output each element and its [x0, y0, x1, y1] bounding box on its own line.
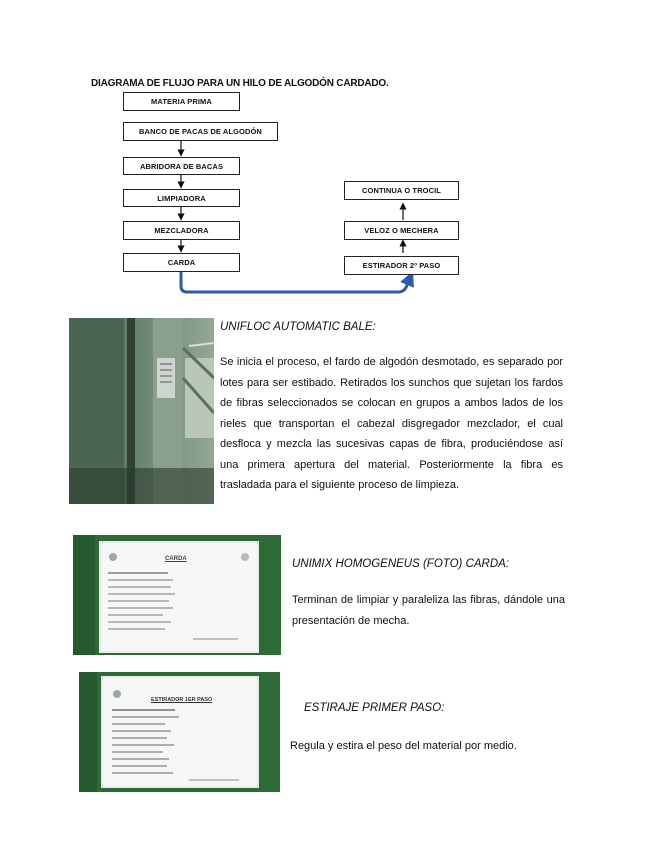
flow-step-carda: CARDA	[123, 253, 240, 272]
section-heading-unifloc: UNIFLOC AUTOMATIC BALE:	[220, 321, 376, 333]
flow-step-veloz-mechera: VELOZ O MECHERA	[344, 221, 459, 240]
photo-carda-sign	[73, 535, 281, 655]
carda-sign-title: CARDA	[165, 556, 187, 562]
flow-step-banco-pacas: BANCO DE PACAS DE ALGODÓN	[123, 122, 278, 141]
section-heading-estiraje: ESTIRAJE PRIMER PASO:	[304, 702, 445, 714]
photo-estirador-sign	[79, 672, 280, 792]
flow-step-estirador-2: ESTIRADOR 2º PASO	[344, 256, 459, 275]
section-text-unimix: Terminan de limpiar y paraleliza las fibras, dándole una presentación de mecha.	[292, 594, 565, 627]
flow-step-abridora: ABRIDORA DE BACAS	[123, 157, 240, 175]
flow-connectors	[0, 0, 655, 300]
flow-step-materia-prima: MATERIA PRIMA	[123, 92, 240, 111]
section-text-estiraje: Regula y estira el peso del material por medio.	[290, 740, 517, 752]
section-heading-unimix: UNIMIX HOMOGENEUS (FOTO) CARDA:	[292, 558, 510, 570]
flow-step-limpiadora: LIMPIADORA	[123, 189, 240, 207]
flow-step-continua-trocil: CONTINUA O TROCIL	[344, 181, 459, 200]
flow-step-mezcladora: MEZCLADORA	[123, 221, 240, 240]
estirador-sign-title: ESTIRADOR 1ER PASO	[151, 697, 213, 703]
photo-unifloc-machine	[69, 318, 214, 504]
section-text-unifloc: Se inicia el proceso, el fardo de algodón desmotado, es separado por lotes para ser estibado. Retirados los sunchos que sujetan los fardos de fibras seleccionados se colocan en grupos a ambos lados de los rieles que transportan el cabezal disgregador mezclador, el cual desfloca y mezcla las sucesivas capas de fibra, produciéndose así una primera apertura del material. Posteriormente la fibra es trasladada para el siguiente proceso de limpieza.	[220, 356, 563, 491]
diagram-title: DIAGRAMA DE FLUJO PARA UN HILO DE ALGODÓN CARDADO.	[91, 78, 389, 89]
carda-to-estirador-connector	[181, 272, 410, 292]
